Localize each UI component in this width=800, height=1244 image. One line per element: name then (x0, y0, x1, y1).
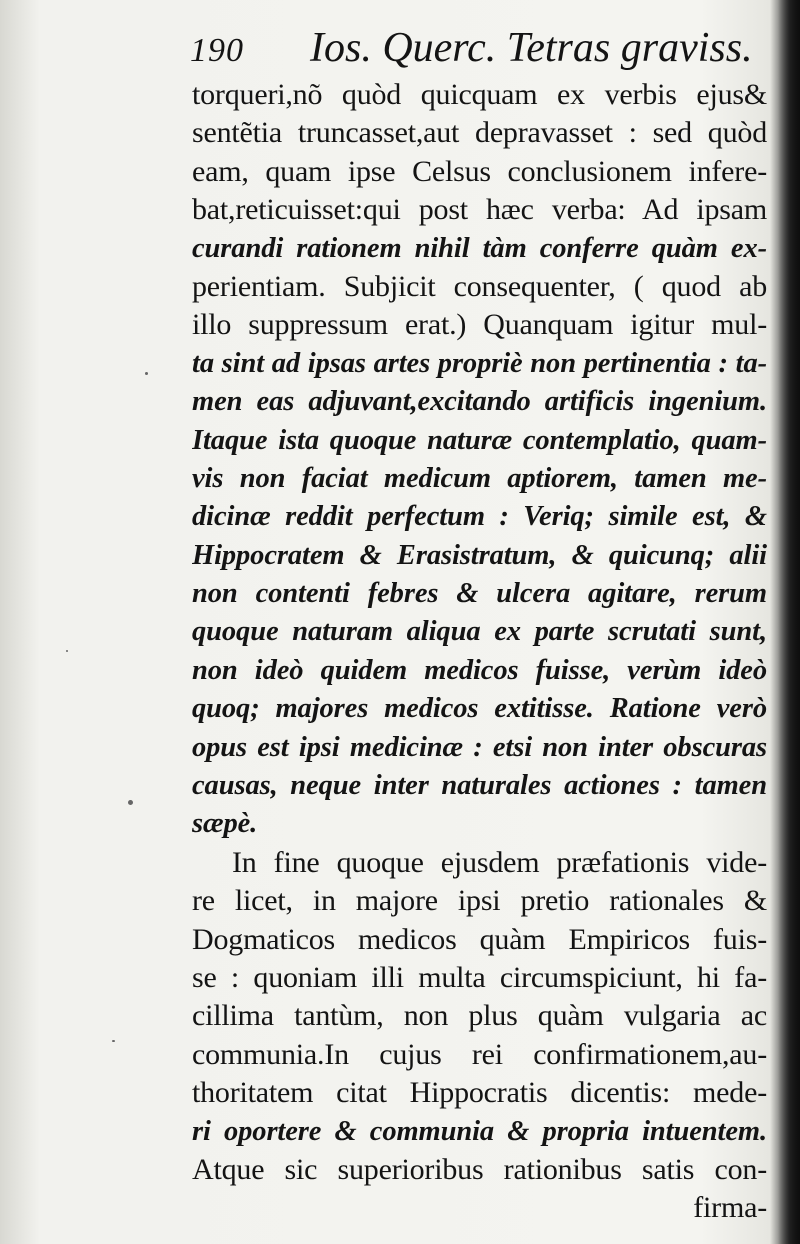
paper-speck (112, 1040, 115, 1042)
body-text (192, 76, 767, 1228)
text-line: eam, quam ipse Celsus conclusionem infere- (192, 154, 767, 188)
text-line: perientiam. Subjicit consequenter, ( quod ab (192, 269, 767, 303)
text-line: torqueri,nõ quòd quicquam ex verbis ejus& (192, 78, 767, 111)
text-line-quotation: opus est ipsi medicinæ : etsi non inter obscuras (192, 731, 767, 763)
catchword: firma- (693, 1191, 767, 1225)
text-line: illo suppressum erat.) Quanquam igitur mul- (192, 308, 767, 342)
text-line: se : quoniam illi multa circumspiciunt, hi fa- (192, 960, 767, 994)
text-line-quotation: dicinæ reddit perfectum : Veriq; simile est, & (192, 501, 767, 533)
text-line: cillima tantùm, non plus quàm vulgaria ac (192, 999, 767, 1033)
text-line-quotation: quoq; majores medicos extitisse. Ratione verò (192, 693, 767, 725)
text-line-quotation: vis non faciat medicum aptiorem, tamen me- (192, 462, 767, 494)
running-head: Ios. Querc. Tetras graviss. (310, 25, 753, 71)
text-line-quotation: Itaque ista quoque naturæ contemplatio, quam- (192, 424, 767, 456)
text-line: communia.In cujus rei confirmationem,au- (192, 1037, 767, 1071)
text-line: thoritatem citat Hippocratis dicentis: mede- (192, 1076, 767, 1110)
text-line-quotation: non contenti febres & ulcera agitare, rerum (192, 578, 767, 610)
paper-speck (128, 800, 133, 805)
text-line: bat,reticuisset:qui post hæc verba: Ad ipsam (192, 193, 767, 227)
page-header (190, 18, 753, 74)
paper-speck (145, 372, 148, 375)
paper-speck (66, 650, 68, 652)
page-edge-shadow (778, 0, 800, 1244)
text-line-quotation: quoque naturam aliqua ex parte scrutati sunt, (192, 616, 767, 648)
text-line: Atque sic superioribus rationibus satis con- (192, 1152, 767, 1186)
text-line-quotation: curandi rationem nihil tàm conferre quàm ex- (192, 232, 767, 264)
text-line-quotation: ri oportere & communia & propria intuentem. (192, 1115, 767, 1147)
text-line: re licet, in majore ipsi pretio rationales & (192, 884, 767, 918)
text-line-quotation: causas, neque inter naturales actiones : tamen (192, 770, 767, 802)
text-line-quotation: sæpè. (192, 808, 258, 840)
text-line: sentẽtia truncasset,aut depravasset : sed quòd (192, 116, 767, 150)
text-line-quotation: ta sint ad ipsas artes propriè non pertinentia : ta- (192, 347, 767, 379)
paragraph-start-line: In fine quoque ejusdem præfationis vide- (232, 845, 767, 879)
text-line-quotation: Hippocratem & Erasistratum, & quicunq; alii (192, 539, 767, 571)
text-line-quotation: men eas adjuvant,excitando artificis ingenium. (192, 386, 767, 418)
text-line: Dogmaticos medicos quàm Empiricos fuis- (192, 922, 767, 956)
page-number: 190 (190, 32, 244, 69)
text-line-quotation: non ideò quidem medicos fuisse, verùm ideò (192, 654, 767, 686)
